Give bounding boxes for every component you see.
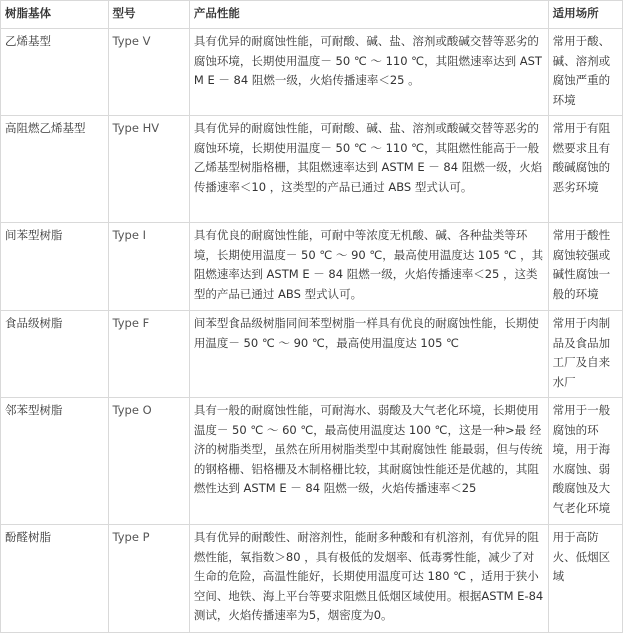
header-resin-base: 树脂基体 [1, 1, 109, 29]
performance-cell: 具有优异的耐腐蚀性能，可耐酸、碱、盐、溶剂或酸碱交替等恶劣的腐蚀环境，长期使用温度－ 50 ℃ ～ 110 ℃，其阻燃速率达到 ASTM E － 84 阻燃一级，火焰传播速率＜25 。 [189, 29, 548, 116]
table-row [1, 29, 623, 116]
header-application: 适用场所 [548, 1, 622, 29]
application-cell: 常用于有阻燃要求且有酸碱腐蚀的恶劣环境 [548, 116, 622, 223]
performance-cell: 间苯型食品级树脂同间苯型树脂一样具有优良的耐腐蚀性能，长期使用温度－ 50 ℃ ～ 90 ℃，最高使用温度达 105 ℃ [189, 311, 548, 398]
model-cell: Type P [108, 525, 189, 633]
resin-base-cell: 邻苯型树脂 [1, 398, 109, 525]
application-cell: 常用于肉制品及食品加工厂及自来水厂 [548, 311, 622, 398]
table-row [1, 525, 623, 633]
resin-base-cell: 食品级树脂 [1, 311, 109, 398]
resin-base-cell: 乙烯基型 [1, 29, 109, 116]
performance-cell: 具有优异的耐腐蚀性能，可耐酸、碱、盐、溶剂或酸碱交替等恶劣的腐蚀环境，长期使用温度－ 50 ℃ ～ 110 ℃，其阻燃性能高于一般乙烯基型树脂格栅，其阻燃速率达到 ASTM E － 84 阻燃一级，火焰传播速率＜10 ，这类型的产品已通过 ABS 型式认可。 [189, 116, 548, 223]
performance-cell: 具有优异的耐酸性、耐溶剂性，能耐多种酸和有机溶剂，有优异的阻燃性能，氧指数＞80 ，具有极低的发烟率、低毒雾性能，减少了对生命的危险，高温性能好，长期使用温度可达 180 ℃ ，适用于狭小空间、地铁、海上平台等要求阻燃且低烟区域使用。根据ASTM E-84测试，火焰传播速率为5，烟密度为0。 [189, 525, 548, 633]
performance-cell: 具有优良的耐腐蚀性能，可耐中等浓度无机酸、碱、各种盐类等环境，长期使用温度－ 50 ℃ ～ 90 ℃，最高使用温度达 105 ℃ ，其阻燃速率达到 ASTM E － 84 阻燃一级，火焰传播速率＜25 ，这类型的产品已通过 ABS 型式认可。 [189, 223, 548, 311]
table-row [1, 398, 623, 525]
performance-cell: 具有一般的耐腐蚀性能，可耐海水、弱酸及大气老化环境，长期使用温度－ 50 ℃ ～ 60 ℃，最高使用温度达 100 ℃，这是一种>最 经济的树脂类型，虽然在所用树脂类型中其耐腐蚀性 能最弱，但与传统的钢格栅、铝格栅及木制格栅比较，其耐腐蚀性能还是优越的，其阻燃性达到 ASTM E － 84 阻燃一级，火焰传播速率＜25 [189, 398, 548, 525]
model-cell: Type O [108, 398, 189, 525]
application-cell: 常用于酸性腐蚀较强或碱性腐蚀一般的环境 [548, 223, 622, 311]
model-cell: Type I [108, 223, 189, 311]
header-performance: 产品性能 [189, 1, 548, 29]
header-model: 型号 [108, 1, 189, 29]
resin-base-cell: 酚醛树脂 [1, 525, 109, 633]
table-row [1, 116, 623, 223]
application-cell: 用于高防火、低烟区域 [548, 525, 622, 633]
model-cell: Type HV [108, 116, 189, 223]
application-cell: 常用于酸、碱、溶剂或腐蚀严重的环境 [548, 29, 622, 116]
model-cell: Type V [108, 29, 189, 116]
application-cell: 常用于一般腐蚀的环境，用于海水腐蚀、弱酸腐蚀及大气老化环境 [548, 398, 622, 525]
resin-base-cell: 间苯型树脂 [1, 223, 109, 311]
model-cell: Type F [108, 311, 189, 398]
resin-base-cell: 高阻燃乙烯基型 [1, 116, 109, 223]
table-header-row [1, 1, 623, 29]
table-row [1, 223, 623, 311]
table-row [1, 311, 623, 398]
